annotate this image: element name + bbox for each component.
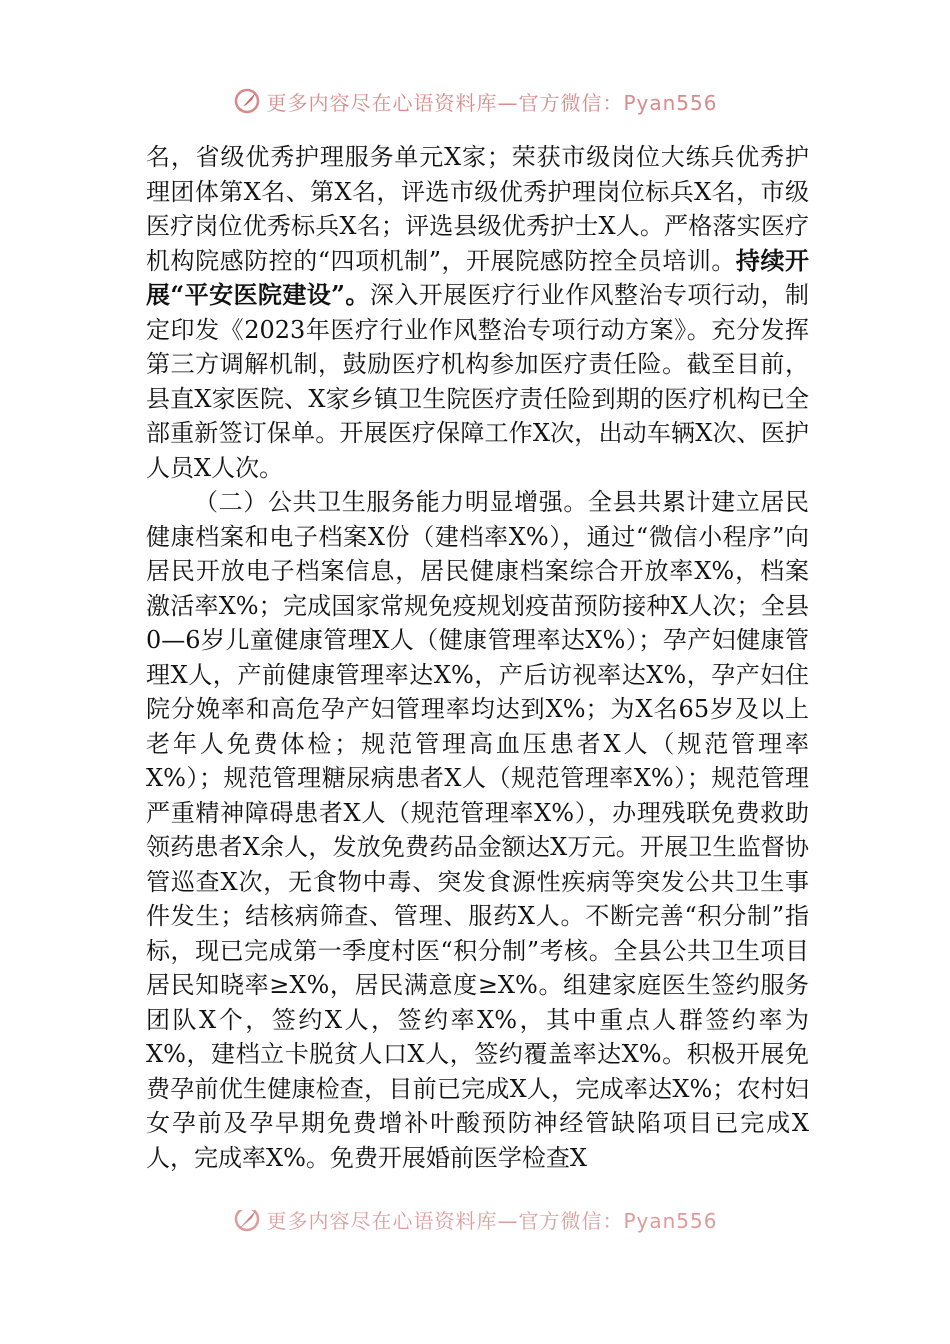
paragraph-1 xyxy=(146,140,809,485)
quill-logo-icon xyxy=(232,86,262,116)
text-run: 名，省级优秀护理服务单元X家；荣获市级岗位大练兵优秀护理团体第X名、第X名，评选市级优秀护理岗位标兵X名，市级医疗岗位优秀标兵X名；评选县级优秀护士X人。严格落实医疗机构院感防控的“四项机制”，开展院感防控全员培训。 xyxy=(146,143,809,275)
section-heading-run: （二）公共卫生服务能力明显增强。 xyxy=(194,488,588,516)
document-body xyxy=(146,140,809,1175)
quill-logo-icon xyxy=(232,1210,262,1234)
footer-watermark xyxy=(0,1210,950,1236)
text-run: 深入开展医疗行业作风整治专项行动，制定印发《2023年医疗行业作风整治专项行动方案》。充分发挥第三方调解机制，鼓励医疗机构参加医疗责任险。截至目前，县直X家医院、X家乡镇卫生院医疗责任险到期的医疗机构已全部重新签订保单。开展医疗保障工作X次，出动车辆X次、医护人员X人次。 xyxy=(146,281,809,482)
bold-heading-run: 持续开展“平安医院建设”。 xyxy=(146,245,809,309)
watermark-text: 更多内容尽在心语资料库—官方微信：Pyan556 xyxy=(266,1210,718,1233)
watermark-text: 更多内容尽在心语资料库—官方微信：Pyan556 xyxy=(266,90,718,115)
header-watermark xyxy=(0,86,950,116)
text-run: 全县共累计建立居民健康档案和电子档案X份（建档率X%），通过“微信小程序”向居民开放电子档案信息，居民健康档案综合开放率X%，档案激活率X%；完成国家常规免疫规划疫苗预防接种X人次；全县0—6岁儿童健康管理X人（健康管理率达X%）；孕产妇健康管理X人，产前健康管理率达X%，产后访视率达X%，孕产妇住院分娩率和高危孕产妇管理率均达到X%；为X名65岁及以上老年人免费体检；规范管理高血压患者X人（规范管理率X%）；规范管理糖尿病患者X人（规范管理率X%）；规范管理严重精神障碍患者X人（规范管理率X%），办理残联免费救助领药患者X余人，发放免费药品金额达X万元。开展卫生监督协管巡查X次，无食物中毒、突发食源性疾病等突发公共卫生事件发生；结核病筛查、管理、服药X人。不断完善“积分制”指标，现已完成第一季度村医“积分制”考核。全县公共卫生项目居民知晓率≥X%，居民满意度≥X%。组建家庭医生签约服务团队X个，签约X人，签约率X%，其中重点人群签约率为X%，建档立卡脱贫人口X人，签约覆盖率达X%。积极开展免费孕前优生健康检查，目前已完成X人，完成率达X%；农村妇女孕前及孕早期免费增补叶酸预防神经管缺陷项目已完成X人，完成率X%。免费开展婚前医学检查X xyxy=(146,488,809,1172)
paragraph-2 xyxy=(146,485,809,1175)
